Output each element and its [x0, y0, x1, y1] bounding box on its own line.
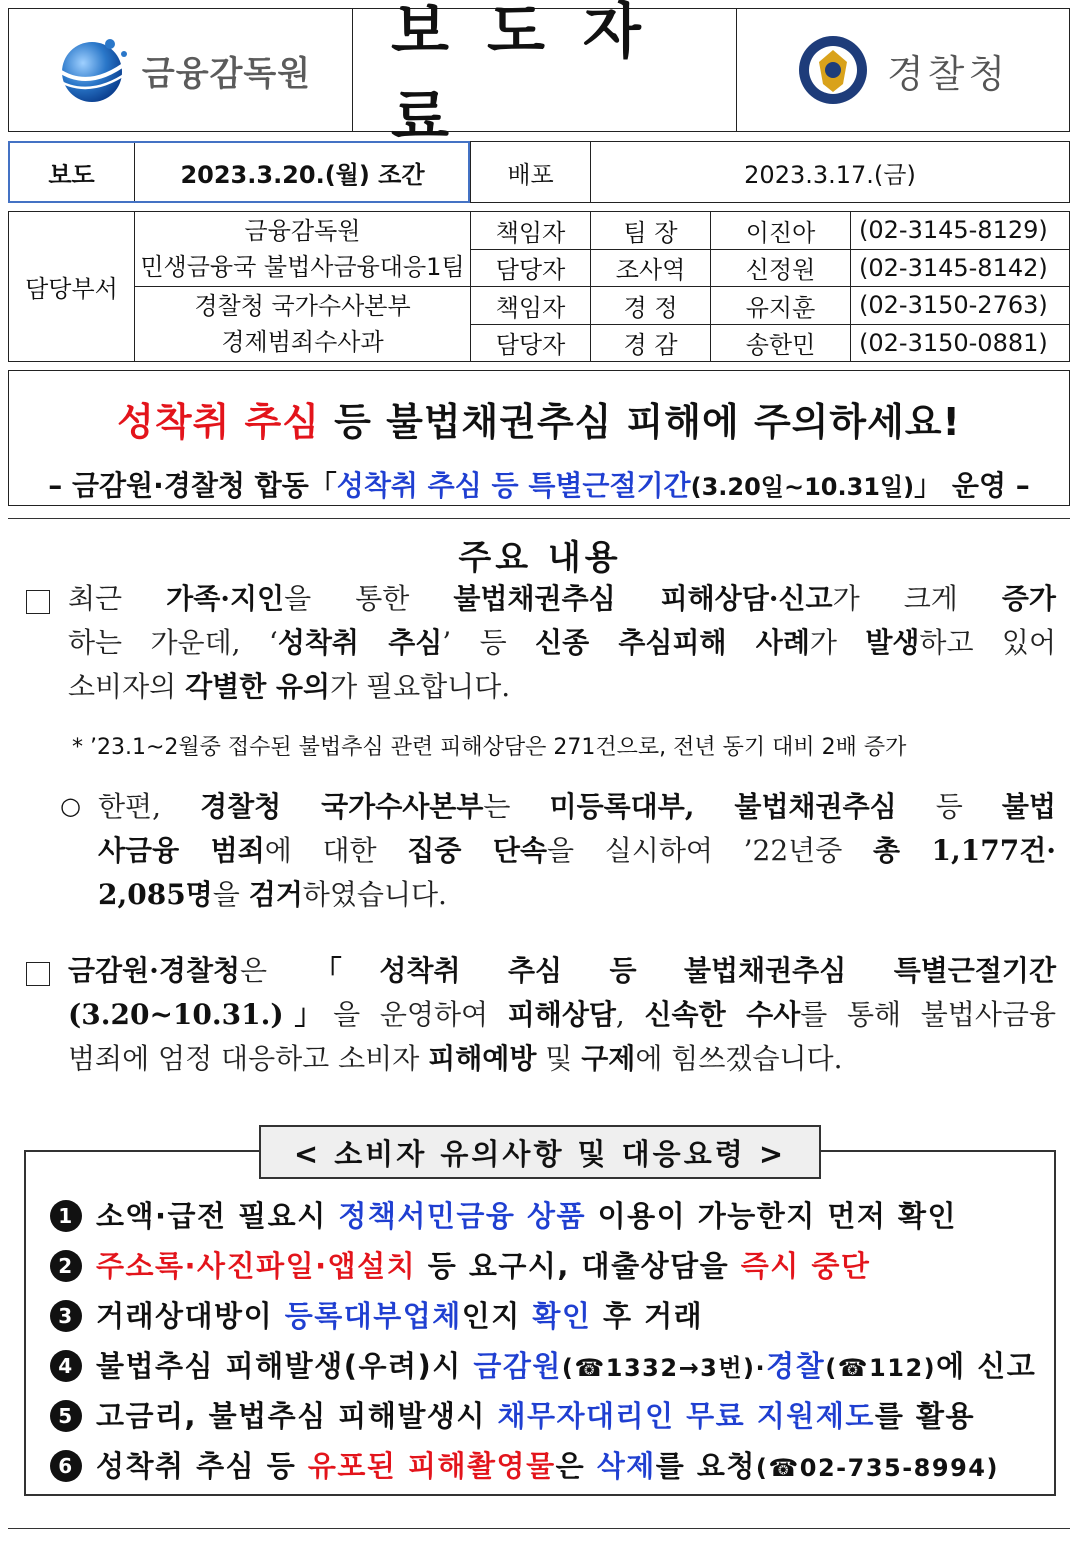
- paragraph-3: [68, 949, 1056, 1081]
- sub-prefix: – 금감원·경찰청 합동「: [48, 469, 337, 502]
- release-info-row: [8, 141, 1070, 203]
- paragraph-1: [68, 577, 1056, 709]
- fss-name: 금융감독원: [141, 53, 312, 94]
- tips-title: < 소비자 유의사항 및 대응요령 >: [259, 1125, 821, 1179]
- number-badge-icon: 1: [50, 1200, 82, 1232]
- headline-sub: [9, 464, 1069, 504]
- section-title: 주요 내용: [458, 538, 622, 578]
- number-badge-icon: 5: [50, 1400, 82, 1432]
- title-cell: [353, 0, 737, 153]
- headline-rest: 등 불법채권추심 피해에 주의하세요!: [319, 400, 961, 444]
- dept-fss: [135, 212, 471, 287]
- press-release-title: 보도자료: [391, 0, 679, 153]
- role-cell: 책임자: [471, 287, 591, 325]
- fss-logo: [50, 30, 311, 110]
- title-cell: 조사역: [591, 249, 711, 287]
- dept-label: 담당부서: [9, 212, 135, 362]
- dept-fss-line2: 민생금융국 불법사금융대응1팀: [140, 253, 465, 281]
- title-cell: 팀 장: [591, 212, 711, 250]
- dept-police-line1: 경찰청 국가수사본부: [194, 292, 411, 320]
- checkbox-bullet-icon: [26, 590, 50, 614]
- police-badge-icon: [797, 34, 869, 106]
- dept-police: [135, 287, 471, 362]
- title-cell: 경 감: [591, 324, 711, 362]
- phone-cell: (02-3145-8142): [851, 249, 1070, 287]
- sub-blue: 성착취 추심 등 특별근절기간: [336, 469, 691, 502]
- tip-item-6: 6 성착취 추심 등 유포된 피해촬영물은 삭제를 요청(☎02-735-8994): [50, 1444, 999, 1485]
- number-badge-icon: 3: [50, 1300, 82, 1332]
- p3-line1: 금감원·경찰청은 「성착취 추심 등 불법채권추심 특별근절기간: [68, 954, 1056, 987]
- name-cell: 신정원: [711, 249, 851, 287]
- section-divider-top: [8, 518, 1070, 519]
- phone-cell: (02-3150-2763): [851, 287, 1070, 325]
- distribution-label: 배포: [471, 142, 591, 202]
- tip-item-4: 4 불법추심 피해발생(우려)시 금감원(☎1332→3번)·경찰(☎112)에 신고: [50, 1344, 1036, 1385]
- p3-line3: 범죄에 엄정 대응하고 소비자 피해예방 및 구제에 힘쓰겠습니다.: [68, 1042, 843, 1075]
- contact-table: [8, 211, 1070, 362]
- name-cell: 송한민: [711, 324, 851, 362]
- role-cell: 책임자: [471, 212, 591, 250]
- phone-cell: (02-3145-8129): [851, 212, 1070, 250]
- number-badge-icon: 6: [50, 1450, 82, 1482]
- table-row: [9, 287, 1070, 325]
- headline-box: [8, 370, 1070, 506]
- number-badge-icon: 4: [50, 1350, 82, 1382]
- police-name: 경찰청: [886, 51, 1010, 96]
- fss-logo-cell: [9, 9, 353, 131]
- p2-line3: 2,085명을 검거하였습니다.: [98, 878, 447, 911]
- phone-cell: (02-3150-0881): [851, 324, 1070, 362]
- paragraph-2: [98, 785, 1056, 917]
- embargo-date: 2023.3.20.(월) 조간: [135, 142, 471, 202]
- headline-red: 성착취 추심: [117, 400, 320, 444]
- circle-bullet-icon: ○: [60, 792, 81, 820]
- p1-line1: 최근 가족·지인을 통한 불법채권추심 피해상담·신고가 크게 증가: [68, 582, 1056, 615]
- p3-line2: (3.20~10.31.)」을 운영하여 피해상담, 신속한 수사를 통해 불법사금융: [68, 998, 1056, 1031]
- checkbox-bullet-icon: [26, 962, 50, 986]
- name-cell: 유지훈: [711, 287, 851, 325]
- number-badge-icon: 2: [50, 1250, 82, 1282]
- table-row: [9, 212, 1070, 250]
- sub-suffix: 」 운영 –: [914, 469, 1030, 502]
- tip-item-1: 1 소액·급전 필요시 정책서민금융 상품 이용이 가능한지 먼저 확인: [50, 1194, 957, 1235]
- press-header: [8, 0, 1070, 153]
- distribution-date: 2023.3.17.(금): [744, 160, 916, 189]
- p1-note: * ’23.1~2월중 접수된 불법추심 관련 피해상담은 271건으로, 전년 동기 대비 2배 증가: [72, 735, 907, 760]
- p1-line3: 소비자의 각별한 유의가 필요합니다.: [68, 670, 511, 703]
- police-logo-cell: [737, 9, 1069, 131]
- name-cell: 이진아: [711, 212, 851, 250]
- role-cell: 담당자: [471, 249, 591, 287]
- tip-item-3: 3 거래상대방이 등록대부업체인지 확인 후 거래: [50, 1294, 703, 1335]
- p2-line2: 사금융 범죄에 대한 집중 단속을 실시하여 ’22년중 총 1,177건·: [98, 834, 1056, 867]
- sub-period: (3.20일~10.31일): [690, 473, 915, 501]
- fss-globe-icon: [50, 30, 136, 110]
- role-cell: 담당자: [471, 324, 591, 362]
- p1-line2: 하는 가운데, ‘성착취 추심’ 등 신종 추심피해 사례가 발생하고 있어: [68, 626, 1056, 659]
- embargo-label: 보도: [9, 142, 135, 202]
- headline-main: [9, 391, 1069, 446]
- footer-divider: [8, 1528, 1070, 1529]
- tip-item-5: 5 고금리, 불법추심 피해발생시 채무자대리인 무료 지원제도를 활용: [50, 1394, 975, 1435]
- title-cell: 경 정: [591, 287, 711, 325]
- dept-fss-line1: 금융감독원: [244, 217, 361, 245]
- dept-police-line2: 경제범죄수사과: [221, 328, 384, 356]
- p2-line1: 한편, 경찰청 국가수사본부는 미등록대부, 불법채권추심 등 불법: [98, 790, 1056, 823]
- police-logo: [797, 34, 1009, 106]
- tip-item-2: 2 주소록·사진파일·앱설치 등 요구시, 대출상담을 즉시 중단: [50, 1244, 870, 1285]
